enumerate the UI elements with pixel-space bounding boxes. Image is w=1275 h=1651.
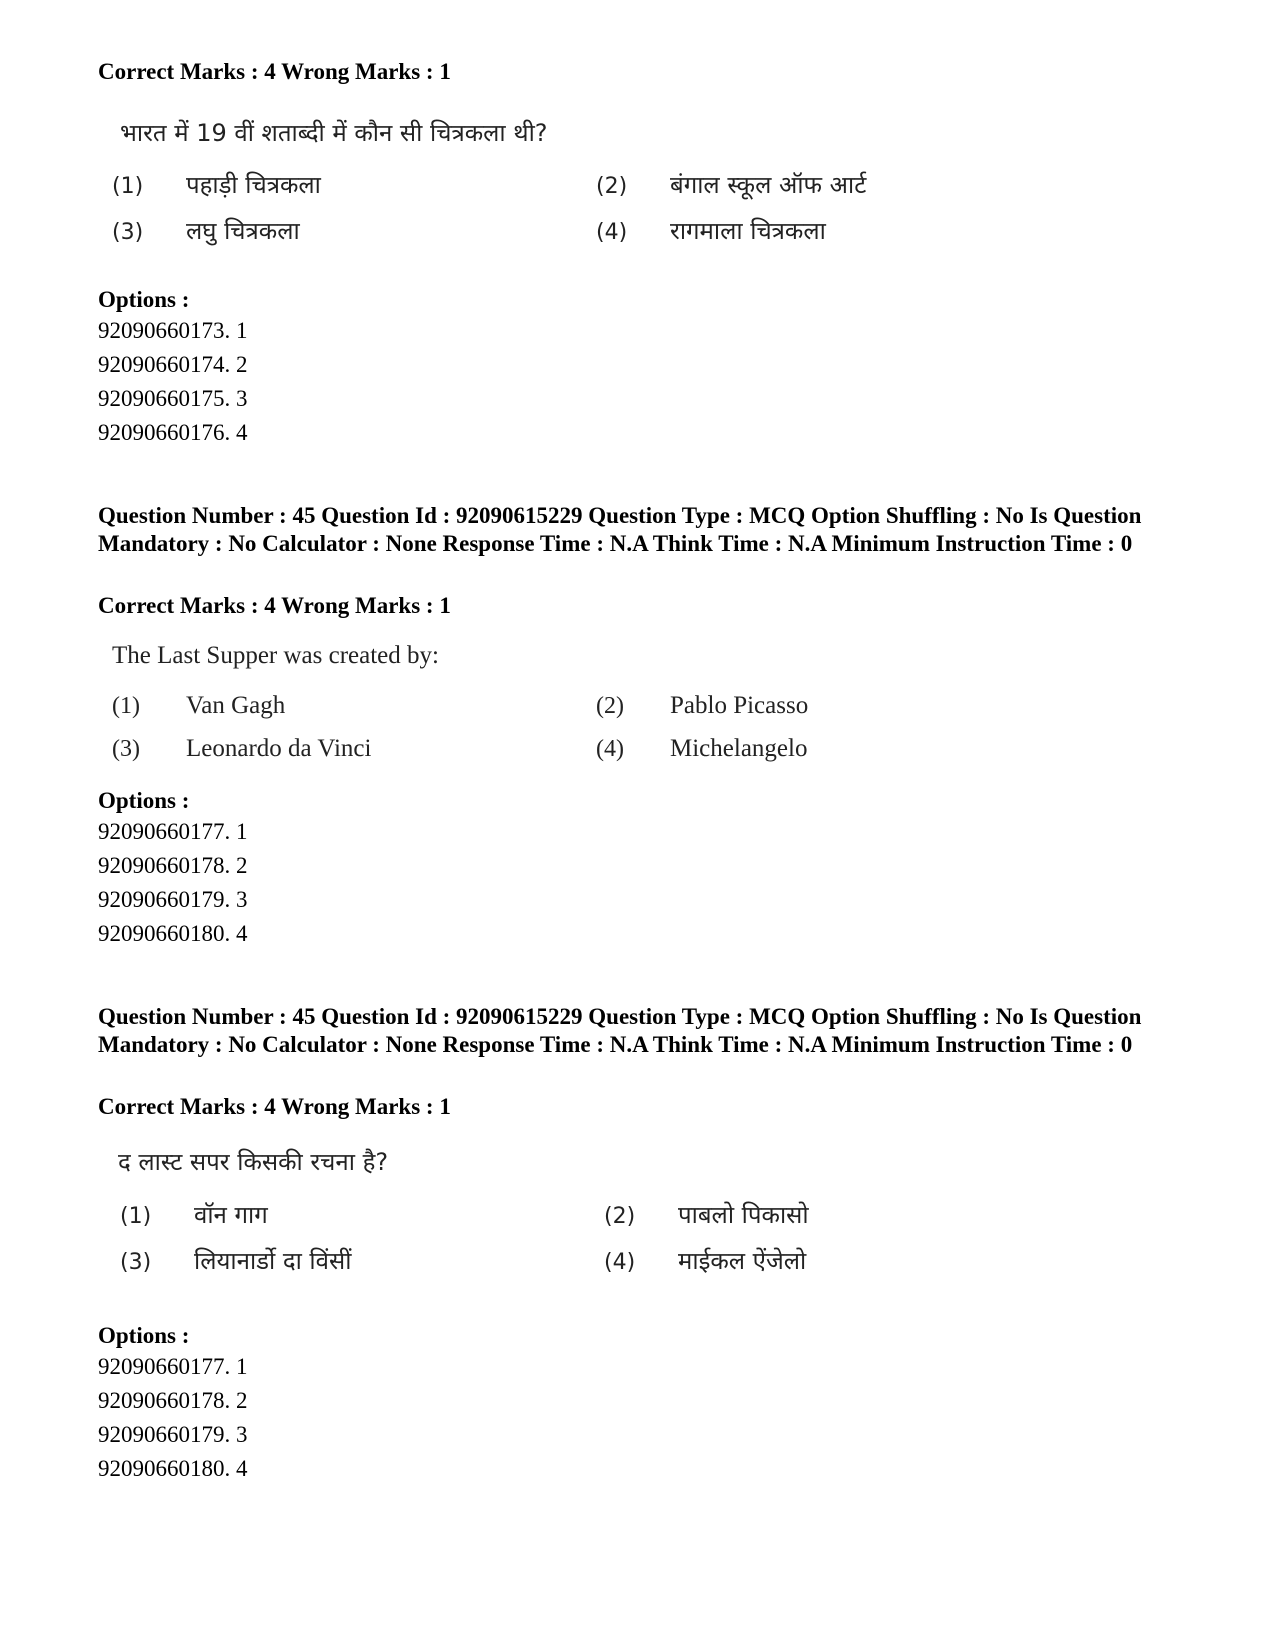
q2-choice-4-text: Michelangelo	[670, 735, 808, 762]
q2-option-4: 92090660180. 4	[98, 921, 248, 946]
q1-marks: Correct Marks : 4 Wrong Marks : 1	[98, 59, 451, 84]
q2-option-3: 92090660179. 3	[98, 887, 248, 912]
q1-option-2: 92090660174. 2	[98, 352, 248, 377]
q2-options-label: Options :	[98, 788, 190, 813]
q2-choice-3	[112, 735, 371, 763]
q3-choice-3-number: (3)	[120, 1250, 152, 1275]
q2-choice-1-text: Van Gagh	[186, 692, 286, 719]
q2-choice-2	[596, 692, 808, 720]
q1-options-label: Options :	[98, 287, 190, 312]
q1-choice-3-text: लघु चित्रकला	[186, 217, 300, 245]
q3-choice-1	[120, 1198, 268, 1231]
q1-choice-3-number: (3)	[112, 220, 144, 245]
q3-choice-1-number: (1)	[120, 1204, 152, 1229]
q1-option-1: 92090660173. 1	[98, 318, 248, 343]
q1-question-text: भारत में 19 वीं शताब्दी में कौन सी चित्रकला थी?	[120, 119, 548, 147]
q3-option-2: 92090660178. 2	[98, 1388, 248, 1413]
q2-choice-1	[112, 692, 285, 720]
q3-options-section	[98, 1322, 1158, 1486]
q3-option-1: 92090660177. 1	[98, 1354, 248, 1379]
q3-option-4: 92090660180. 4	[98, 1456, 248, 1481]
q3-choice-2-text: पाबलो पिकासो	[678, 1201, 809, 1229]
q1-choice-2-text: बंगाल स्कूल ऑफ आर्ट	[670, 171, 867, 199]
q3-choice-3-text: लियानार्डो दा विंसीं	[194, 1247, 352, 1275]
q1-choice-3	[112, 214, 300, 247]
q1-choice-1	[112, 168, 321, 201]
q3-choice-4-text: माईकल ऐंजेलो	[678, 1247, 807, 1275]
q2-choice-3-text: Leonardo da Vinci	[186, 735, 372, 762]
q1-choice-4-text: रागमाला चित्रकला	[670, 217, 826, 245]
q3-question-text: द लास्ट सपर किसकी रचना है?	[118, 1148, 389, 1176]
q1-option-3: 92090660175. 3	[98, 386, 248, 411]
q2-question-text: The Last Supper was created by:	[112, 642, 439, 669]
q1-choice-4	[596, 214, 826, 247]
q2-choice-2-number: (2)	[596, 693, 624, 719]
q2-choice-1-number: (1)	[112, 693, 140, 719]
q1-options-list	[98, 314, 1158, 450]
q2-marks: Correct Marks : 4 Wrong Marks : 1	[98, 593, 451, 618]
q2-choice-4-number: (4)	[596, 736, 624, 762]
q2-options-section	[98, 787, 1158, 951]
q3-choice-2	[604, 1198, 809, 1231]
q2-option-2: 92090660178. 2	[98, 853, 248, 878]
q1-choice-2	[596, 168, 866, 201]
q3-choice-1-text: वॉन गाग	[194, 1201, 268, 1229]
q3-option-3: 92090660179. 3	[98, 1422, 248, 1447]
q3-choice-2-number: (2)	[604, 1204, 636, 1229]
q3-choice-3	[120, 1244, 351, 1277]
q1-option-4: 92090660176. 4	[98, 420, 248, 445]
q2-choice-3-number: (3)	[112, 736, 140, 762]
q2-meta: Question Number : 45 Question Id : 92090615229 Question Type : MCQ Option Shuffling : No Is Question Mandatory : No Calculator : None Response Time : N.A Think Time : N.A Minimum Instruction Time : 0	[98, 503, 1142, 556]
q3-marks: Correct Marks : 4 Wrong Marks : 1	[98, 1094, 451, 1119]
q2-option-1: 92090660177. 1	[98, 819, 248, 844]
q3-options-label: Options :	[98, 1323, 190, 1348]
q3-meta: Question Number : 45 Question Id : 92090615229 Question Type : MCQ Option Shuffling : No Is Question Mandatory : No Calculator : None Response Time : N.A Think Time : N.A Minimum Instruction Time : 0	[98, 1004, 1142, 1057]
q1-choice-4-number: (4)	[596, 220, 628, 245]
q1-options-section	[98, 286, 1158, 450]
q3-choice-4-number: (4)	[604, 1250, 636, 1275]
q2-choice-4	[596, 735, 807, 763]
q1-choice-1-text: पहाड़ी चित्रकला	[186, 171, 321, 199]
q2-options-list	[98, 815, 1158, 951]
q3-options-list	[98, 1350, 1158, 1486]
q3-choice-4	[604, 1244, 806, 1277]
q1-choice-2-number: (2)	[596, 174, 628, 199]
q1-choice-1-number: (1)	[112, 174, 144, 199]
q2-choice-2-text: Pablo Picasso	[670, 692, 809, 719]
